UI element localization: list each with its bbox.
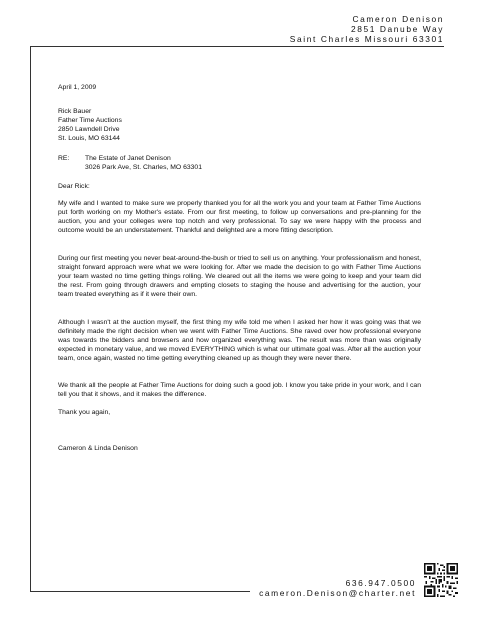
recipient-city: St. Louis, MO 63144 — [58, 134, 120, 142]
recipient-street: 2850 Lawndell Drive — [58, 125, 120, 133]
body-paragraph: We thank all the people at Father Time Auctions for doing such a good job. I know you take pride in your work, and I can tell you that it shows, and it makes the difference. — [58, 382, 421, 398]
salutation: Dear Rick: — [58, 183, 90, 190]
phone-number: 636.947.0500 — [345, 578, 416, 588]
subject-line-1: The Estate of Janet Denison — [85, 155, 171, 162]
sender-street: 2851 Danube Way — [350, 24, 444, 34]
frame-bottom-divider — [30, 591, 250, 592]
sender-city: Saint Charles Missouri 63301 — [289, 34, 444, 44]
closing: Thank you again, — [58, 409, 111, 416]
frame-top-divider — [30, 46, 444, 47]
signature-name: Cameron & Linda Denison — [58, 445, 138, 452]
subject-line-2: 3026 Park Ave, St. Charles, MO 63301 — [85, 163, 202, 171]
footer-contact — [259, 578, 416, 598]
qr-code-icon — [424, 563, 458, 597]
body-paragraph: My wife and I wanted to make sure we properly thanked you for all the work you and your team at Father Time Auctions put forth working on my Mother's estate. From our first meeting, to follow up conversations and pre-planning for the auction, you and your colleges were top notch and very professional. To say we were happy with the process and outcome would be an understatement. Thankful and delighted are a more fitting description. — [58, 200, 421, 234]
recipient-address — [58, 108, 421, 144]
letterhead-address — [290, 14, 444, 44]
recipient-name: Rick Bauer — [58, 108, 92, 115]
body-paragraph: During our first meeting you never beat-around-the-bush or tried to sell us on anything. Your professionalism and honest, straight forward approach were what we were looking for. After we made the decision to go with Father Time Auctions your team wasted no time getting things rolling. We cleared out all the items we were going to keep and your team did the rest. From going through drawers and empting closets to staging the house and advertising for the auction, your team treated everything as if it were their own. — [58, 255, 421, 298]
subject-line — [58, 155, 421, 173]
frame-left-divider — [30, 46, 31, 592]
sender-name: Cameron Denison — [352, 14, 444, 24]
subject-label: RE: — [58, 155, 70, 162]
recipient-company: Father Time Auctions — [58, 116, 122, 124]
body-paragraph: Although I wasn't at the auction myself, the first thing my wife told me when I asked her how it was going was that we definitely made the right decision when we went with Father Time Auctions. She raved over how professional everyone was towards the bidders and browsers and how organized everything was. The result was more than was originally expected in monetary value, and we moved EVERYTHING which is what our ultimate goal was. After all the auction your team, once again, wasted no time getting everything cleaned up as though they were never there. — [58, 319, 421, 362]
letter-date: April 1, 2009 — [58, 84, 97, 91]
email-address: cameron.Denison@charter.net — [259, 588, 416, 598]
